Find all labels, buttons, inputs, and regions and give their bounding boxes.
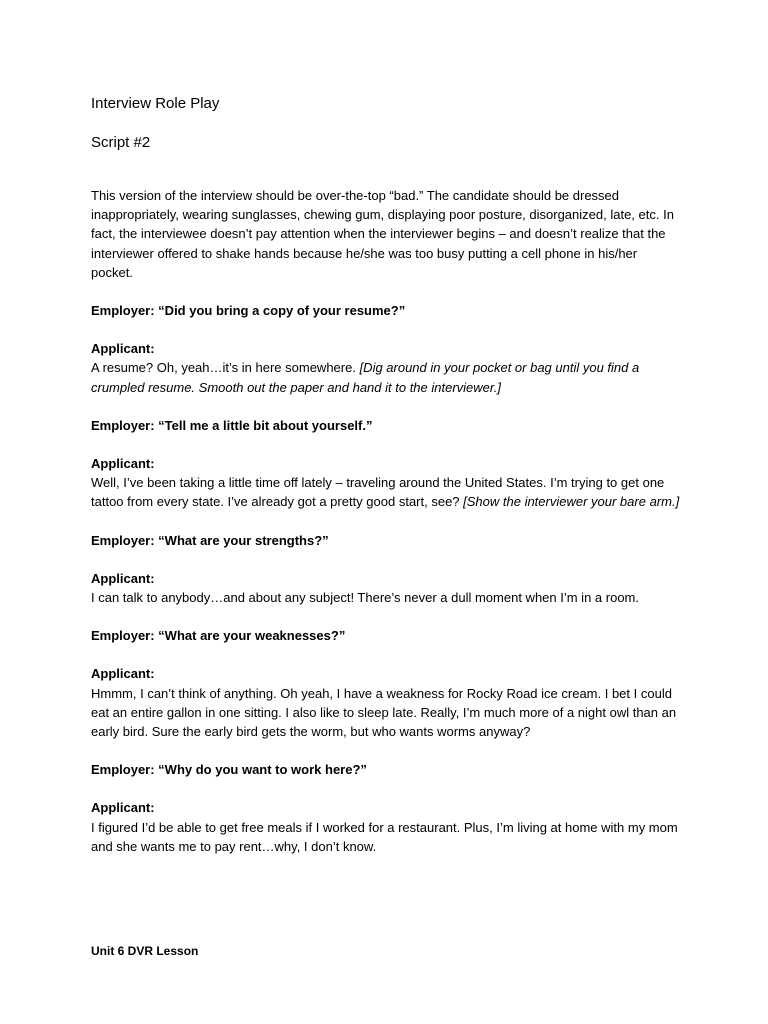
applicant-answer: Hmmm, I can’t think of anything. Oh yeah, I have a weakness for Rocky Road ice cream. I bet I could eat an entire gallon in one sitting. I also like to sleep late. Really, I’m much more of a night owl than an early bird. Sure the early bird gets the worm, but who wants worms anyway? — [91, 685, 677, 740]
stage-direction: [Show the interviewer your bare arm.] — [463, 494, 680, 510]
applicant-answer: I can talk to anybody…and about any subject! There’s never a dull moment when I’m in a room. — [91, 590, 639, 606]
applicant-answer: I figured I’d be able to get free meals if I worked for a restaurant. Plus, I’m living at home with my mom and she wants me to pay rent…why, I don’t know. — [91, 819, 678, 854]
applicant-label: Applicant: — [91, 456, 155, 472]
applicant-answer — [91, 473, 681, 511]
applicant-label: Applicant: — [91, 570, 155, 586]
applicant-label: Applicant: — [91, 341, 155, 357]
stage-direction: [Dig around in your pocket or bag until you find a crumpled resume. Smooth out the paper and hand it to the interviewer.] — [91, 360, 640, 395]
document-title: Interview Role Play — [91, 95, 220, 112]
employer-question: Employer: “Tell me a little bit about yourself.” — [91, 417, 373, 433]
employer-question: Employer: “Why do you want to work here?” — [91, 762, 367, 778]
applicant-answer — [91, 358, 681, 396]
answer-text: Well, I’ve been taking a little time off lately – traveling around the United States. I’m trying to get one tattoo from every state. I’ve already got a pretty good start, see? — [91, 475, 665, 510]
applicant-label: Applicant: — [91, 666, 155, 682]
employer-question: Employer: “Did you bring a copy of your resume?” — [91, 303, 406, 319]
employer-question: Employer: “What are your weaknesses?” — [91, 628, 346, 644]
employer-question: Employer: “What are your strengths?” — [91, 532, 329, 548]
applicant-label: Applicant: — [91, 800, 155, 816]
document-body — [91, 186, 681, 856]
intro-paragraph: This version of the interview should be over-the-top “bad.” The candidate should be dressed inappropriately, wearing sunglasses, chewing gum, displaying poor posture, disorganized, late, etc. In fact, the interviewee doesn’t pay attention when the interviewer begins – and doesn’t realize that the interviewer offered to shake hands because he/she was too busy putting a cell phone in his/her pocket. — [91, 188, 674, 280]
answer-text: A resume? Oh, yeah…it’s in here somewhere. — [91, 360, 360, 376]
page-footer: Unit 6 DVR Lesson — [91, 944, 199, 958]
script-number: Script #2 — [91, 134, 151, 151]
